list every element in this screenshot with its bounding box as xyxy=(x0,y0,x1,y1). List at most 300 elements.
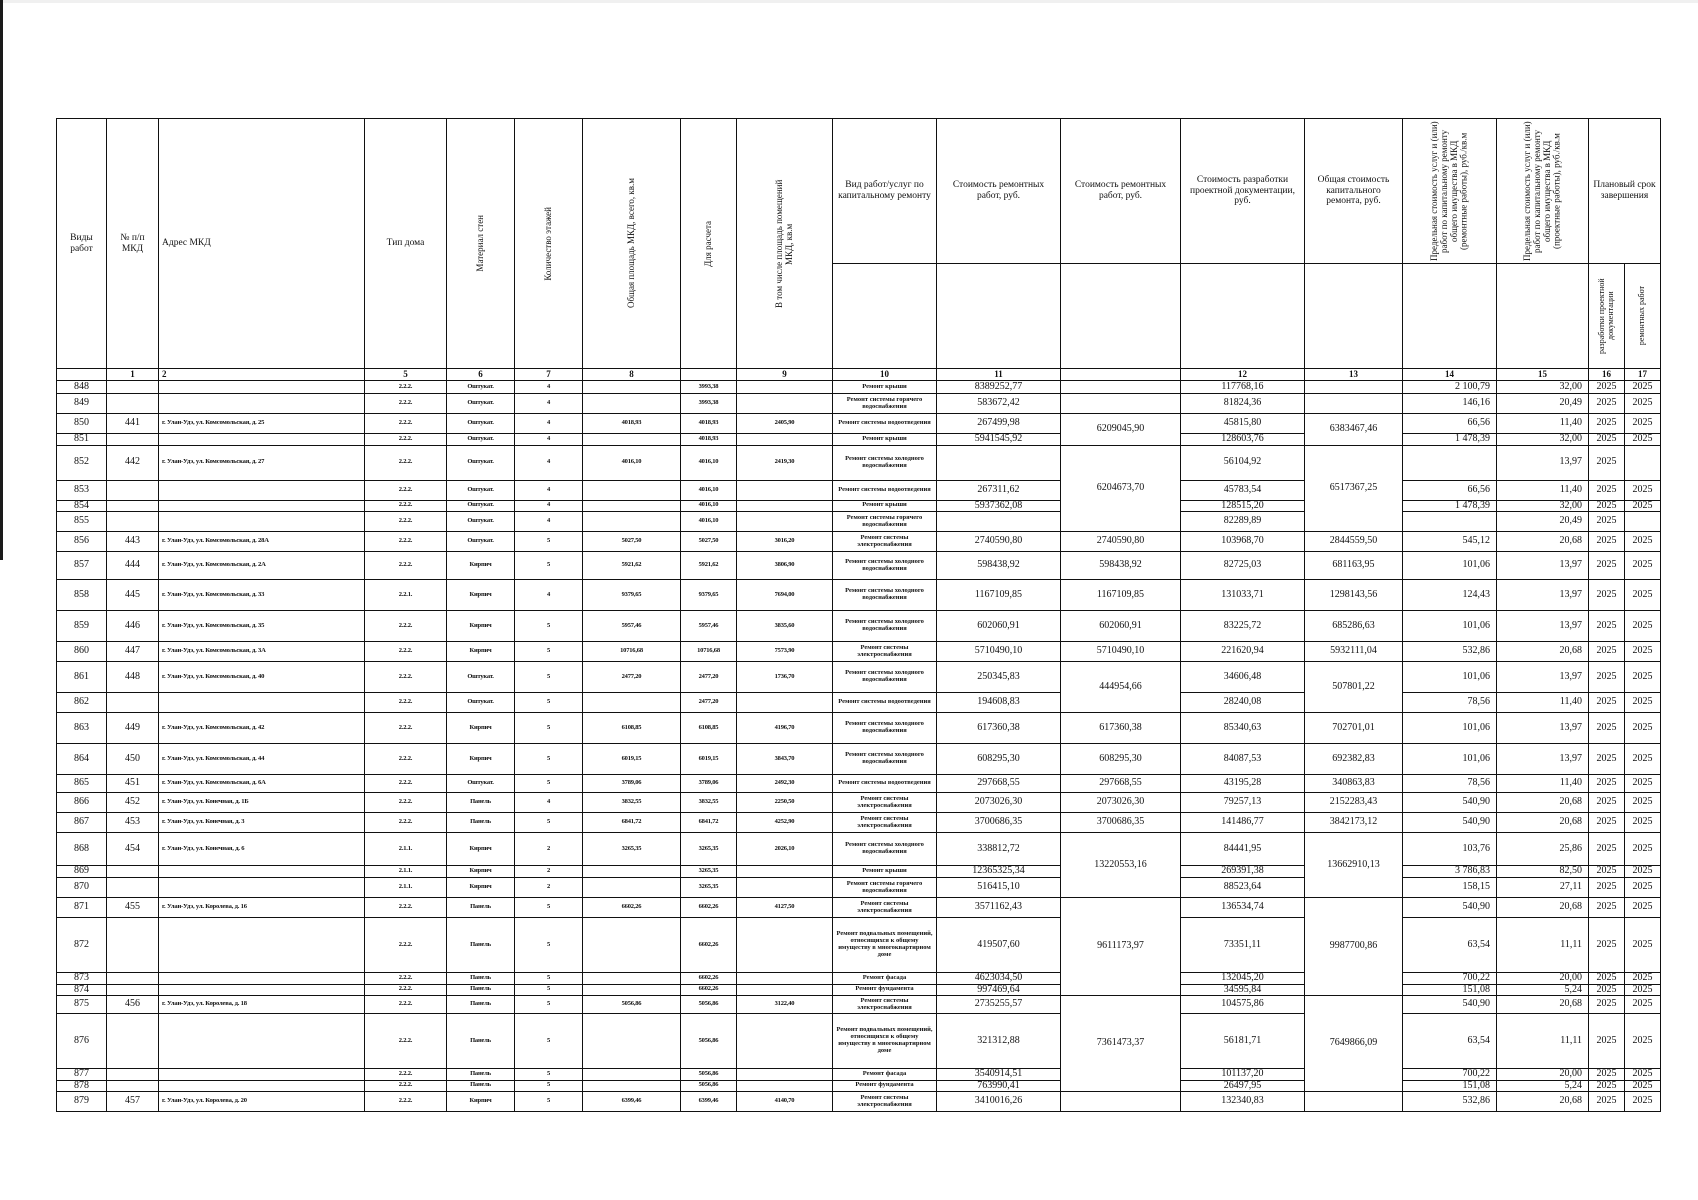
cell-room-area: 2419,30 xyxy=(737,445,833,480)
cell-address: г. Улан-Удэ, ул. Конечная, д. 1Б xyxy=(159,793,365,813)
cell-project-cost: 132340,83 xyxy=(1181,1092,1305,1112)
cell-total-cost: 7649866,09 xyxy=(1305,996,1403,1092)
cell-room-area: 4252,90 xyxy=(737,813,833,833)
cell-repair-cost: 8389252,77 xyxy=(937,381,1061,394)
header-blank-10 xyxy=(833,264,937,369)
cell-work-type: Ремонт системы электроснабжения xyxy=(833,813,937,833)
cell-wall-material: Оштукат. xyxy=(447,445,515,480)
cell-floors: 4 xyxy=(515,480,583,500)
cell-address: г. Улан-Удэ, ул. Конечная, д. 6 xyxy=(159,833,365,866)
cell-address: г. Улан-Удэ, ул. Комсомольская, д. 33 xyxy=(159,580,365,611)
cell-total-cost: 692382,83 xyxy=(1305,744,1403,775)
cell-floors: 5 xyxy=(515,744,583,775)
cell-floors: 5 xyxy=(515,713,583,744)
cell-address xyxy=(159,693,365,713)
cell-row-number: 871 xyxy=(57,898,107,918)
cell-row-number: 848 xyxy=(57,381,107,394)
cell-deadline-project: 2025 xyxy=(1589,984,1625,996)
cell-row-number: 849 xyxy=(57,394,107,414)
cell-repair-cost xyxy=(937,445,1061,480)
table-row xyxy=(57,662,1661,693)
header-work-type: Вид работ/услуг по капитальному ремонту xyxy=(833,119,937,264)
cell-deadline-repair: 2025 xyxy=(1625,744,1661,775)
cell-house-type: 2.2.2. xyxy=(365,500,447,512)
header-calc: Для расчета xyxy=(681,119,737,369)
cell-calc-area: 2477,20 xyxy=(681,662,737,693)
cell-house-number xyxy=(107,878,159,898)
cell-calc-area: 4018,93 xyxy=(681,434,737,446)
cell-repair-cost-total: 608295,30 xyxy=(1061,744,1181,775)
cell-total-area: 3832,55 xyxy=(583,793,681,813)
cell-repair-cost-total: 5710490,10 xyxy=(1061,642,1181,662)
cell-work-type: Ремонт системы водоотведения xyxy=(833,693,937,713)
cell-deadline-repair: 2025 xyxy=(1625,866,1661,878)
cell-total-area xyxy=(583,1069,681,1081)
cell-limit-repair: 532,86 xyxy=(1403,1092,1497,1112)
cell-address: г. Улан-Удэ, ул. Комсомольская, д. 3А xyxy=(159,642,365,662)
cell-deadline-project: 2025 xyxy=(1589,813,1625,833)
cell-work-type: Ремонт системы горячего водоснабжения xyxy=(833,394,937,414)
cell-house-type: 2.2.2. xyxy=(365,693,447,713)
cell-room-area: 4140,70 xyxy=(737,1092,833,1112)
cell-project-cost: 269391,38 xyxy=(1181,866,1305,878)
cell-repair-cost-total: 617360,38 xyxy=(1061,713,1181,744)
cell-project-cost: 128515,20 xyxy=(1181,500,1305,512)
cell-calc-area: 4018,93 xyxy=(681,414,737,434)
table-row xyxy=(57,1080,1661,1092)
cell-deadline-repair: 2025 xyxy=(1625,793,1661,813)
cell-limit-project: 13,97 xyxy=(1497,744,1589,775)
cell-total-area xyxy=(583,500,681,512)
cell-floors: 5 xyxy=(515,532,583,552)
cell-address xyxy=(159,480,365,500)
cell-limit-project: 20,68 xyxy=(1497,813,1589,833)
cell-floors: 5 xyxy=(515,1069,583,1081)
cell-wall-material: Оштукат. xyxy=(447,775,515,793)
cell-floors: 5 xyxy=(515,996,583,1014)
cell-project-cost: 101137,20 xyxy=(1181,1069,1305,1081)
cell-deadline-repair: 2025 xyxy=(1625,1014,1661,1069)
cell-limit-repair: 101,06 xyxy=(1403,611,1497,642)
cell-address xyxy=(159,500,365,512)
cell-row-number: 875 xyxy=(57,996,107,1014)
cell-address xyxy=(159,918,365,973)
cell-project-cost: 45815,80 xyxy=(1181,414,1305,434)
cell-repair-cost: 598438,92 xyxy=(937,552,1061,580)
cell-limit-project: 11,11 xyxy=(1497,1014,1589,1069)
cell-project-cost: 79257,13 xyxy=(1181,793,1305,813)
cell-room-area xyxy=(737,434,833,446)
cell-repair-cost: 3540914,51 xyxy=(937,1069,1061,1081)
cell-house-type: 2.2.2. xyxy=(365,414,447,434)
header-blank-16 xyxy=(1497,264,1589,369)
cell-house-number: 441 xyxy=(107,414,159,434)
cell-limit-repair: 3 786,83 xyxy=(1403,866,1497,878)
cell-deadline-repair: 2025 xyxy=(1625,973,1661,985)
cell-repair-cost: 602060,91 xyxy=(937,611,1061,642)
cell-work-type: Ремонт системы горячего водоснабжения xyxy=(833,878,937,898)
table-body xyxy=(57,381,1661,1112)
cell-house-number: 452 xyxy=(107,793,159,813)
colnum-blank-b xyxy=(681,369,737,381)
cell-row-number: 853 xyxy=(57,480,107,500)
cell-deadline-repair: 2025 xyxy=(1625,984,1661,996)
cell-room-area: 7694,00 xyxy=(737,580,833,611)
cell-total-area: 6841,72 xyxy=(583,813,681,833)
header-blank-13 xyxy=(1181,264,1305,369)
cell-house-number: 451 xyxy=(107,775,159,793)
cell-wall-material: Кирпич xyxy=(447,580,515,611)
cell-room-area xyxy=(737,866,833,878)
colnum-9: 9 xyxy=(737,369,833,381)
cell-limit-project: 20,49 xyxy=(1497,394,1589,414)
cell-limit-repair: 103,76 xyxy=(1403,833,1497,866)
header-total-cost: Общая стоимость капитального ремонта, руб. xyxy=(1305,119,1403,264)
cell-deadline-repair: 2025 xyxy=(1625,693,1661,713)
cell-repair-cost-total: 7361473,37 xyxy=(1061,996,1181,1092)
cell-address xyxy=(159,866,365,878)
cell-limit-repair: 540,90 xyxy=(1403,793,1497,813)
cell-project-cost: 221620,94 xyxy=(1181,642,1305,662)
cell-address xyxy=(159,878,365,898)
cell-room-area xyxy=(737,918,833,973)
cell-total-area xyxy=(583,480,681,500)
colnum-2: 2 xyxy=(159,369,365,381)
cell-repair-cost-total: 1167109,85 xyxy=(1061,580,1181,611)
cell-total-cost: 1298143,56 xyxy=(1305,580,1403,611)
cell-address xyxy=(159,973,365,985)
cell-deadline-project: 2025 xyxy=(1589,713,1625,744)
cell-deadline-project: 2025 xyxy=(1589,973,1625,985)
cell-house-number: 456 xyxy=(107,996,159,1014)
cell-house-type: 2.2.2. xyxy=(365,744,447,775)
table-row xyxy=(57,1092,1661,1112)
cell-floors: 5 xyxy=(515,642,583,662)
cell-wall-material: Панель xyxy=(447,1069,515,1081)
cell-calc-area: 10716,68 xyxy=(681,642,737,662)
cell-project-cost: 81824,36 xyxy=(1181,394,1305,414)
cell-work-type: Ремонт системы водоотведения xyxy=(833,775,937,793)
cell-repair-cost: 2735255,57 xyxy=(937,996,1061,1014)
colnum-blank xyxy=(57,369,107,381)
cell-floors: 5 xyxy=(515,662,583,693)
cell-row-number: 861 xyxy=(57,662,107,693)
cell-deadline-project: 2025 xyxy=(1589,878,1625,898)
cell-calc-area: 6841,72 xyxy=(681,813,737,833)
cell-house-type: 2.2.2. xyxy=(365,394,447,414)
cell-floors: 5 xyxy=(515,693,583,713)
cell-limit-repair: 78,56 xyxy=(1403,693,1497,713)
cell-limit-project: 11,11 xyxy=(1497,918,1589,973)
table-row xyxy=(57,480,1661,500)
cell-calc-area: 5056,86 xyxy=(681,996,737,1014)
cell-limit-repair: 545,12 xyxy=(1403,532,1497,552)
cell-deadline-repair: 2025 xyxy=(1625,918,1661,973)
cell-wall-material: Панель xyxy=(447,793,515,813)
cell-room-area xyxy=(737,480,833,500)
cell-wall-material: Оштукат. xyxy=(447,693,515,713)
cell-limit-project: 20,68 xyxy=(1497,996,1589,1014)
table-row xyxy=(57,996,1661,1014)
cell-deadline-project: 2025 xyxy=(1589,662,1625,693)
cell-row-number: 863 xyxy=(57,713,107,744)
cell-row-number: 852 xyxy=(57,445,107,480)
cell-limit-project: 27,11 xyxy=(1497,878,1589,898)
cell-total-area: 5957,46 xyxy=(583,611,681,642)
cell-deadline-project: 2025 xyxy=(1589,898,1625,918)
capital-repair-table-sheet xyxy=(56,118,1661,1112)
header-deadline-project: разработки проектной документации xyxy=(1589,264,1625,369)
cell-total-area xyxy=(583,918,681,973)
cell-limit-project: 5,24 xyxy=(1497,984,1589,996)
cell-project-cost: 73351,11 xyxy=(1181,918,1305,973)
table-row xyxy=(57,532,1661,552)
cell-calc-area: 5056,86 xyxy=(681,1080,737,1092)
cell-repair-cost: 194608,83 xyxy=(937,693,1061,713)
cell-work-type: Ремонт системы электроснабжения xyxy=(833,898,937,918)
cell-limit-project: 5,24 xyxy=(1497,1080,1589,1092)
cell-calc-area: 3789,06 xyxy=(681,775,737,793)
cell-deadline-repair: 2025 xyxy=(1625,611,1661,642)
cell-floors: 4 xyxy=(515,445,583,480)
cell-repair-cost: 997469,64 xyxy=(937,984,1061,996)
cell-project-cost: 85340,63 xyxy=(1181,713,1305,744)
cell-room-area: 3016,20 xyxy=(737,532,833,552)
table-row xyxy=(57,580,1661,611)
cell-repair-cost: 297668,55 xyxy=(937,775,1061,793)
cell-row-number: 865 xyxy=(57,775,107,793)
cell-total-area: 6108,85 xyxy=(583,713,681,744)
cell-calc-area: 6602,26 xyxy=(681,973,737,985)
cell-floors: 4 xyxy=(515,414,583,434)
cell-house-number: 443 xyxy=(107,532,159,552)
cell-address: г. Улан-Удэ, ул. Комсомольская, д. 40 xyxy=(159,662,365,693)
cell-project-cost: 131033,71 xyxy=(1181,580,1305,611)
cell-deadline-project: 2025 xyxy=(1589,414,1625,434)
cell-work-type: Ремонт системы холодного водоснабжения xyxy=(833,445,937,480)
cell-row-number: 874 xyxy=(57,984,107,996)
cell-deadline-project: 2025 xyxy=(1589,500,1625,512)
cell-work-type: Ремонт фундамента xyxy=(833,1080,937,1092)
cell-project-cost: 34595,84 xyxy=(1181,984,1305,996)
cell-deadline-repair: 2025 xyxy=(1625,434,1661,446)
cell-address: г. Улан-Удэ, ул. Королева, д. 18 xyxy=(159,996,365,1014)
cell-calc-area: 4016,10 xyxy=(681,512,737,532)
cell-total-cost xyxy=(1305,394,1403,414)
cell-project-cost: 117768,16 xyxy=(1181,381,1305,394)
cell-limit-repair: 146,16 xyxy=(1403,394,1497,414)
cell-limit-repair: 700,22 xyxy=(1403,1069,1497,1081)
header-deadline: Плановый срок завершения xyxy=(1589,119,1661,264)
cell-deadline-repair: 2025 xyxy=(1625,813,1661,833)
cell-floors: 5 xyxy=(515,1092,583,1112)
cell-work-type: Ремонт системы холодного водоснабжения xyxy=(833,713,937,744)
table-row xyxy=(57,713,1661,744)
cell-wall-material: Оштукат. xyxy=(447,434,515,446)
cell-wall-material: Панель xyxy=(447,1080,515,1092)
table-row xyxy=(57,813,1661,833)
cell-wall-material: Панель xyxy=(447,898,515,918)
header-number: № п/п МКД xyxy=(107,119,159,369)
cell-deadline-project: 2025 xyxy=(1589,1092,1625,1112)
cell-limit-repair xyxy=(1403,512,1497,532)
cell-wall-material: Кирпич xyxy=(447,713,515,744)
scan-edge-top xyxy=(0,0,1698,3)
cell-deadline-project: 2025 xyxy=(1589,833,1625,866)
cell-repair-cost: 2073026,30 xyxy=(937,793,1061,813)
cell-limit-project: 20,00 xyxy=(1497,973,1589,985)
cell-limit-repair: 66,56 xyxy=(1403,480,1497,500)
cell-house-number xyxy=(107,1014,159,1069)
cell-address: г. Улан-Удэ, ул. Комсомольская, д. 44 xyxy=(159,744,365,775)
cell-house-type: 2.2.2. xyxy=(365,793,447,813)
cell-house-number xyxy=(107,866,159,878)
cell-limit-project: 32,00 xyxy=(1497,381,1589,394)
table-row xyxy=(57,445,1661,480)
table-row xyxy=(57,833,1661,866)
colnum-14: 14 xyxy=(1403,369,1497,381)
cell-deadline-project: 2025 xyxy=(1589,1080,1625,1092)
header-blank-11 xyxy=(937,264,1061,369)
table-row xyxy=(57,793,1661,813)
cell-room-area xyxy=(737,1014,833,1069)
cell-calc-area: 3265,35 xyxy=(681,833,737,866)
cell-project-cost: 56104,92 xyxy=(1181,445,1305,480)
cell-address: г. Улан-Удэ, ул. Комсомольская, д. 27 xyxy=(159,445,365,480)
cell-house-number xyxy=(107,434,159,446)
cell-work-type: Ремонт системы холодного водоснабжения xyxy=(833,833,937,866)
cell-house-type: 2.2.2. xyxy=(365,480,447,500)
table-row xyxy=(57,611,1661,642)
cell-repair-cost: 516415,10 xyxy=(937,878,1061,898)
cell-floors: 5 xyxy=(515,1014,583,1069)
cell-work-type: Ремонт системы горячего водоснабжения xyxy=(833,512,937,532)
cell-deadline-repair: 2025 xyxy=(1625,642,1661,662)
cell-limit-repair: 540,90 xyxy=(1403,813,1497,833)
cell-project-cost: 141486,77 xyxy=(1181,813,1305,833)
cell-deadline-project: 2025 xyxy=(1589,512,1625,532)
cell-house-type: 2.1.1. xyxy=(365,866,447,878)
cell-address: г. Улан-Удэ, ул. Королева, д. 20 xyxy=(159,1092,365,1112)
cell-deadline-project: 2025 xyxy=(1589,775,1625,793)
cell-calc-area: 5921,62 xyxy=(681,552,737,580)
cell-repair-cost: 583672,42 xyxy=(937,394,1061,414)
cell-limit-project: 11,40 xyxy=(1497,480,1589,500)
cell-deadline-project: 2025 xyxy=(1589,866,1625,878)
cell-limit-repair: 101,06 xyxy=(1403,744,1497,775)
cell-wall-material: Панель xyxy=(447,984,515,996)
cell-room-area: 4196,70 xyxy=(737,713,833,744)
cell-house-type: 2.2.2. xyxy=(365,973,447,985)
cell-work-type: Ремонт системы холодного водоснабжения xyxy=(833,611,937,642)
cell-work-type: Ремонт фасада xyxy=(833,1069,937,1081)
cell-address: г. Улан-Удэ, ул. Комсомольская, д. 42 xyxy=(159,713,365,744)
header-house-type: Тип дома xyxy=(365,119,447,369)
cell-limit-project: 20,68 xyxy=(1497,898,1589,918)
cell-total-area: 6019,15 xyxy=(583,744,681,775)
colnum-10: 10 xyxy=(833,369,937,381)
cell-deadline-project: 2025 xyxy=(1589,642,1625,662)
cell-repair-cost: 267311,62 xyxy=(937,480,1061,500)
colnum-17: 17 xyxy=(1625,369,1661,381)
cell-address xyxy=(159,1080,365,1092)
cell-row-number: 873 xyxy=(57,973,107,985)
cell-total-area xyxy=(583,1080,681,1092)
cell-work-type: Ремонт крыши xyxy=(833,381,937,394)
cell-limit-repair: 101,06 xyxy=(1403,552,1497,580)
cell-repair-cost-total: 444954,66 xyxy=(1061,662,1181,713)
cell-row-number: 851 xyxy=(57,434,107,446)
cell-repair-cost: 338812,72 xyxy=(937,833,1061,866)
cell-project-cost: 104575,86 xyxy=(1181,996,1305,1014)
cell-total-area: 4018,93 xyxy=(583,414,681,434)
cell-deadline-repair: 2025 xyxy=(1625,1069,1661,1081)
colnum-15: 15 xyxy=(1497,369,1589,381)
cell-work-type: Ремонт системы водоотведения xyxy=(833,414,937,434)
cell-address xyxy=(159,394,365,414)
cell-room-area xyxy=(737,500,833,512)
cell-floors: 4 xyxy=(515,434,583,446)
header-wall-material: Материал стен xyxy=(447,119,515,369)
cell-calc-area: 4016,10 xyxy=(681,445,737,480)
cell-calc-area: 3993,38 xyxy=(681,381,737,394)
cell-row-number: 864 xyxy=(57,744,107,775)
cell-deadline-repair: 2025 xyxy=(1625,480,1661,500)
cell-project-cost: 82725,03 xyxy=(1181,552,1305,580)
table-row xyxy=(57,984,1661,996)
cell-project-cost: 83225,72 xyxy=(1181,611,1305,642)
cell-floors: 4 xyxy=(515,500,583,512)
cell-limit-project: 82,50 xyxy=(1497,866,1589,878)
cell-project-cost: 34606,48 xyxy=(1181,662,1305,693)
cell-floors: 5 xyxy=(515,611,583,642)
cell-limit-repair: 1 478,39 xyxy=(1403,434,1497,446)
cell-address: г. Улан-Удэ, ул. Комсомольская, д. 25 xyxy=(159,414,365,434)
cell-room-area: 2405,90 xyxy=(737,414,833,434)
colnum-7: 7 xyxy=(515,369,583,381)
cell-limit-project: 11,40 xyxy=(1497,693,1589,713)
cell-floors: 5 xyxy=(515,984,583,996)
cell-project-cost: 56181,71 xyxy=(1181,1014,1305,1069)
cell-wall-material: Кирпич xyxy=(447,611,515,642)
cell-total-area: 6602,26 xyxy=(583,898,681,918)
cell-floors: 5 xyxy=(515,898,583,918)
cell-room-area: 3835,60 xyxy=(737,611,833,642)
cell-row-number: 858 xyxy=(57,580,107,611)
cell-total-cost: 681163,95 xyxy=(1305,552,1403,580)
cell-limit-repair: 151,08 xyxy=(1403,984,1497,996)
cell-total-cost: 685286,63 xyxy=(1305,611,1403,642)
cell-total-area xyxy=(583,394,681,414)
cell-house-type: 2.2.2. xyxy=(365,445,447,480)
cell-project-cost: 82289,89 xyxy=(1181,512,1305,532)
cell-limit-project: 13,97 xyxy=(1497,662,1589,693)
colnum-11: 11 xyxy=(937,369,1061,381)
cell-calc-area: 5056,86 xyxy=(681,1014,737,1069)
cell-limit-repair xyxy=(1403,445,1497,480)
cell-row-number: 854 xyxy=(57,500,107,512)
table-row xyxy=(57,434,1661,446)
cell-project-cost: 128603,76 xyxy=(1181,434,1305,446)
table-row xyxy=(57,512,1661,532)
cell-total-area: 10716,68 xyxy=(583,642,681,662)
header-repair-cost: Стоимость ремонтных работ, руб. xyxy=(937,119,1061,264)
cell-row-number: 860 xyxy=(57,642,107,662)
cell-repair-cost: 250345,83 xyxy=(937,662,1061,693)
cell-repair-cost: 617360,38 xyxy=(937,713,1061,744)
cell-limit-project: 20,68 xyxy=(1497,793,1589,813)
table-row xyxy=(57,414,1661,434)
